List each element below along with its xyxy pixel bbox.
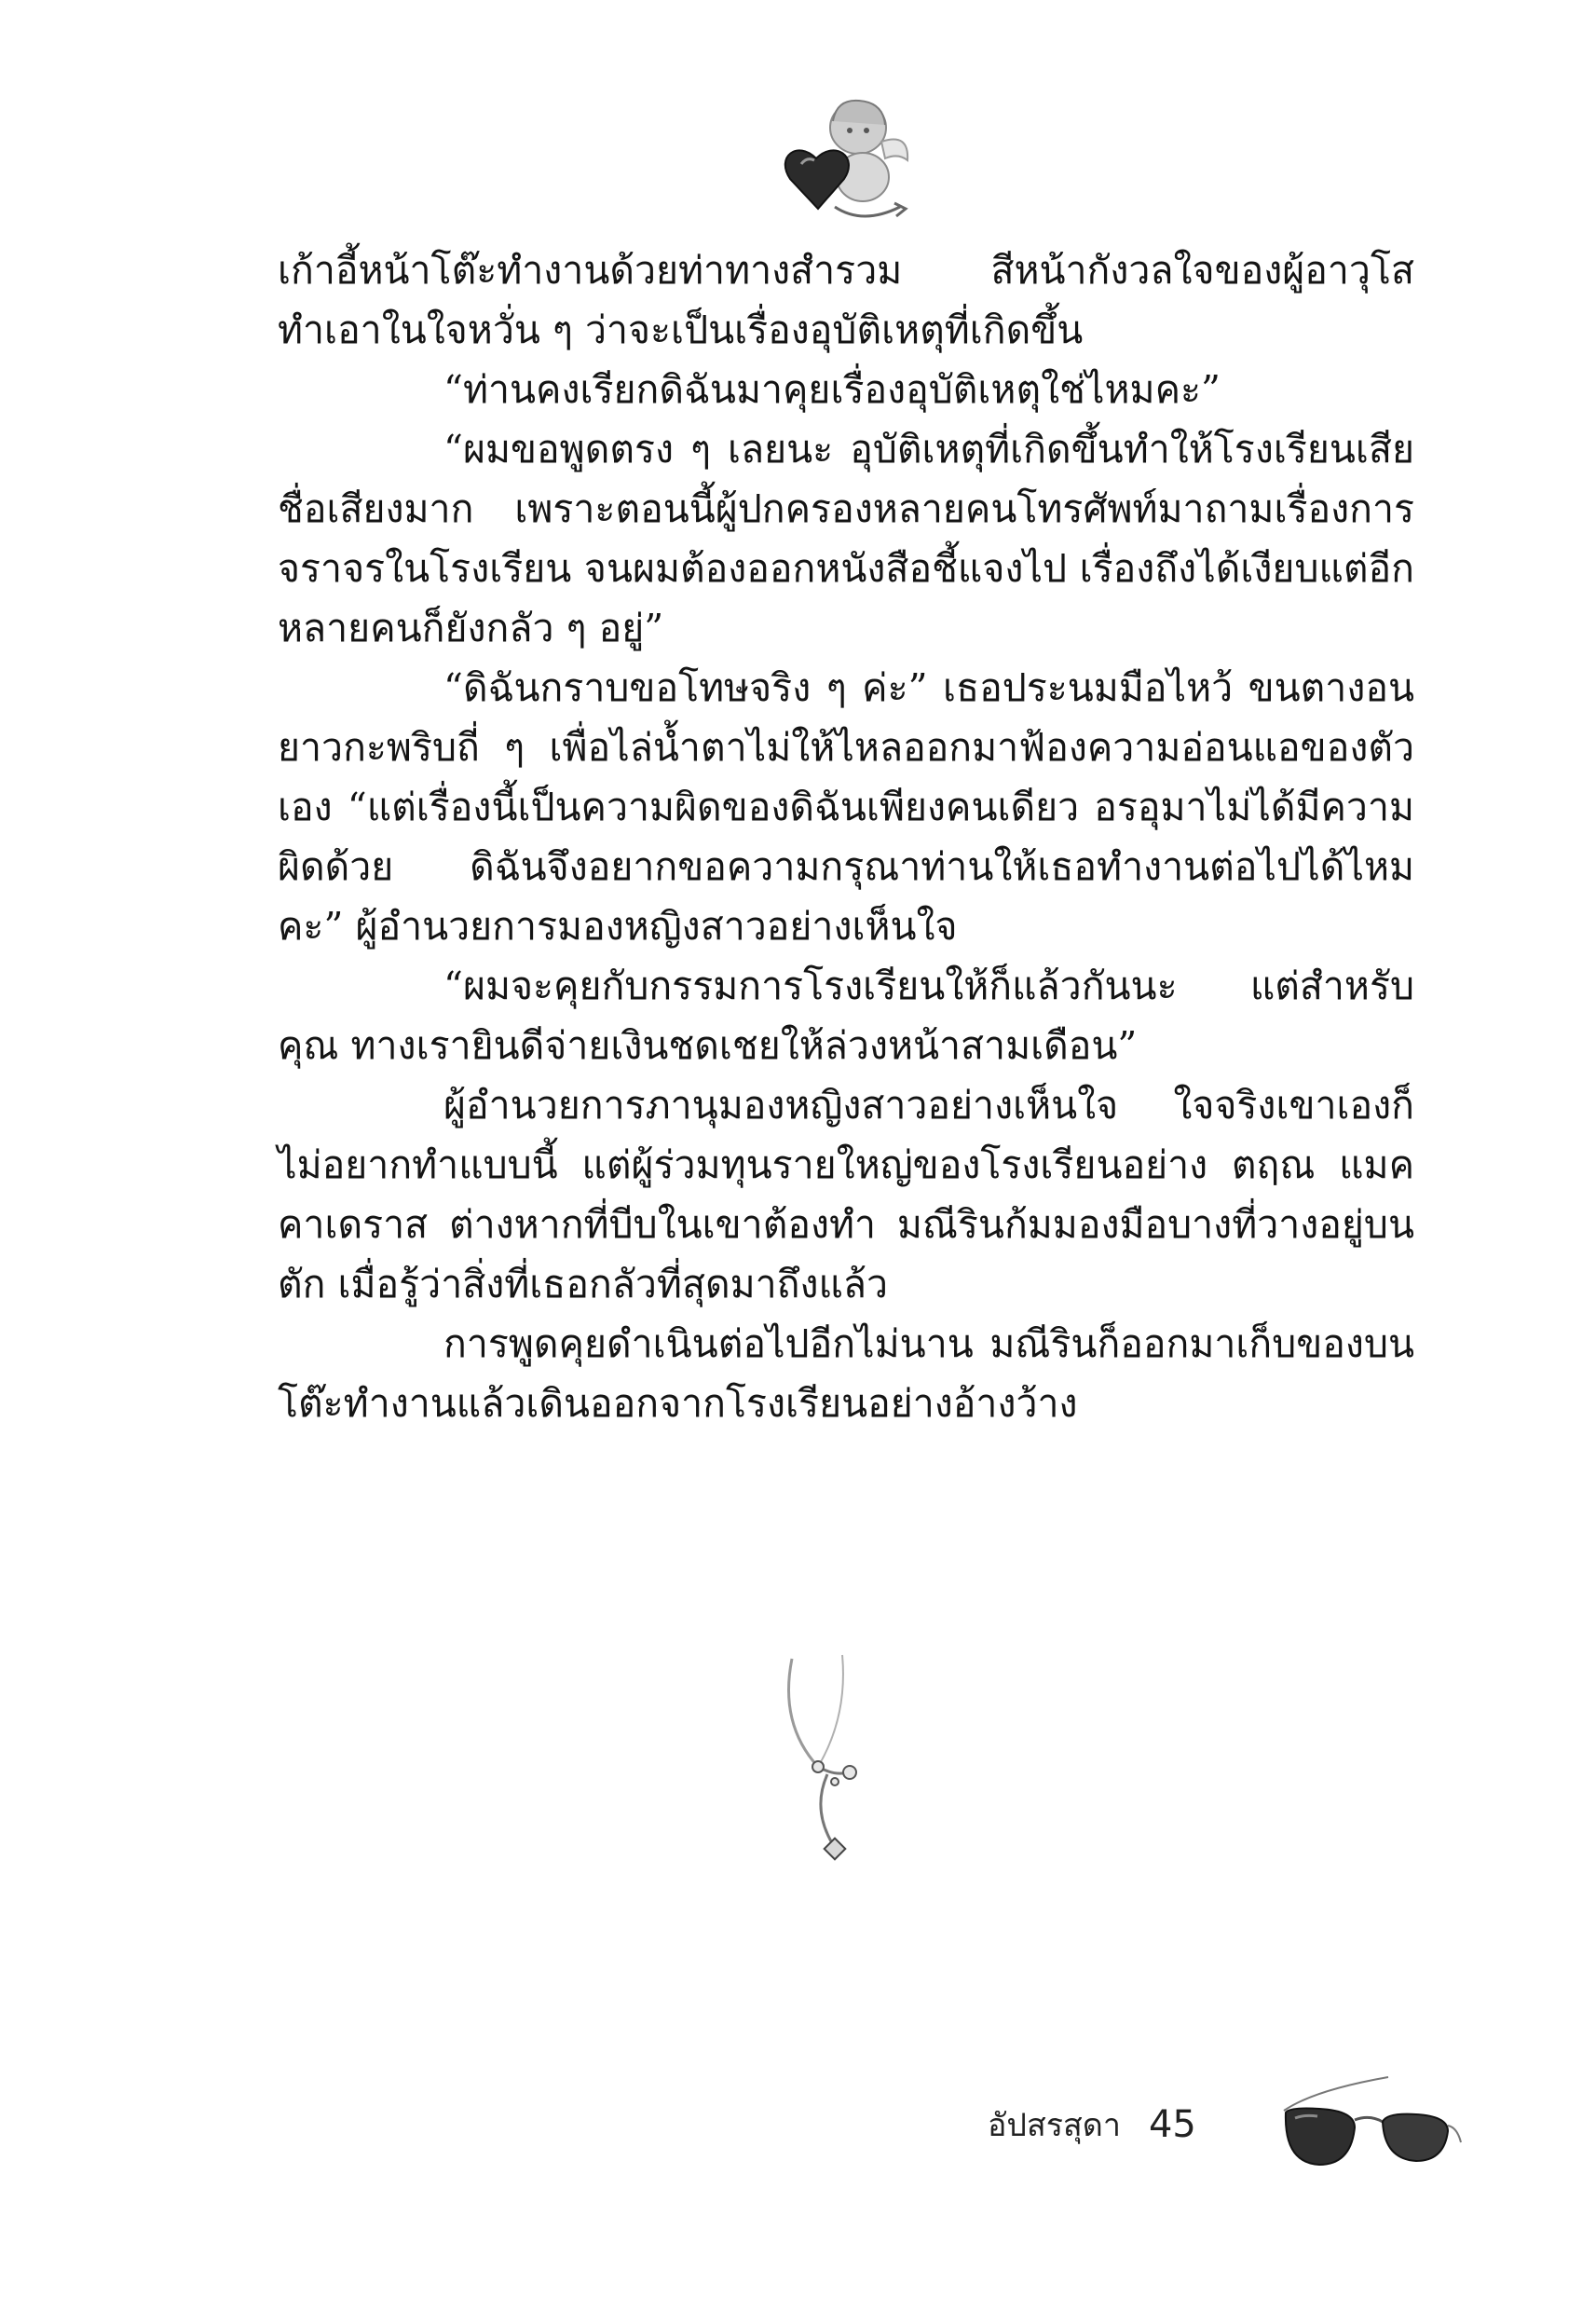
page-number: 45 [1148, 2103, 1196, 2146]
paragraph-1: เก้าอี้หน้าโต๊ะทำงานด้วยท่าทางสำรวม สีหน้ากังวลใจของผู้อาวุโสทำเอาในใจหวั่น ๆ ว่าจะเป็นเรื่องอุบัติเหตุที่เกิดขึ้น [278, 248, 1414, 352]
story-text [278, 240, 1414, 1433]
book-title: อัปสรสุดา [988, 2107, 1121, 2144]
sunglasses-icon [1276, 2073, 1463, 2185]
diamond-necklace-icon [773, 1649, 904, 1882]
paragraph-5: “ผมจะคุยกับกรรมการโรงเรียนให้ก็แล้วกันนะ แต่สำหรับคุณ ทางเรายินดีจ่ายเงินชดเชยให้ล่วงหน้าสามเดือน” [278, 964, 1414, 1068]
paragraph-6: ผู้อำนวยการภานุมองหญิงสาวอย่างเห็นใจ ใจจริงเขาเองก็ไม่อยากทำแบบนี้ แต่ผู้ร่วมทุนรายใหญ่ของโรงเรียนอย่าง ตฤณ แมคคาเดราส ต่างหากที่บีบในเขาต้องทำ มณีรินก้มมองมือบางที่วางอยู่บนตัก เมื่อรู้ว่าสิ่งที่เธอกลัวที่สุดมาถึงแล้ว [278, 1083, 1414, 1306]
cupid-with-heart-icon [770, 86, 919, 235]
paragraph-7: การพูดคุยดำเนินต่อไปอีกไม่นาน มณีรินก็ออกมาเก็บของบนโต๊ะทำงานแล้วเดินออกจากโรงเรียนอย่างอ้างว้าง [278, 1321, 1414, 1426]
paragraph-3: “ผมขอพูดตรง ๆ เลยนะ อุบัติเหตุที่เกิดขึ้นทำให้โรงเรียนเสียชื่อเสียงมาก เพราะตอนนี้ผู้ปกครองหลายคนโทรศัพท์มาถามเรื่องการจราจรในโรงเรียน จนผมต้องออกหนังสือชี้แจงไป เรื่องถึงได้เงียบแต่อีกหลายคนก็ยังกลัว ๆ อยู่” [278, 427, 1414, 650]
page-footer [988, 2097, 1196, 2153]
paragraph-4: “ดิฉันกราบขอโทษจริง ๆ ค่ะ” เธอประนมมือไหว้ ขนตางอนยาวกะพริบถี่ ๆ เพื่อไล่น้ำตาไม่ให้ไหลออกมาฟ้องความอ่อนแอของตัวเอง “แต่เรื่องนี้เป็นความผิดของดิฉันเพียงคนเดียว อรอุมาไม่ได้มีความผิดด้วย ดิฉันจึงอยากขอความกรุณาท่านให้เธอทำงานต่อไปได้ไหมคะ” ผู้อำนวยการมองหญิงสาวอย่างเห็นใจ [278, 665, 1414, 949]
paragraph-2: “ท่านคงเรียกดิฉันมาคุยเรื่องอุบัติเหตุใช่ไหมคะ” [443, 367, 1221, 412]
